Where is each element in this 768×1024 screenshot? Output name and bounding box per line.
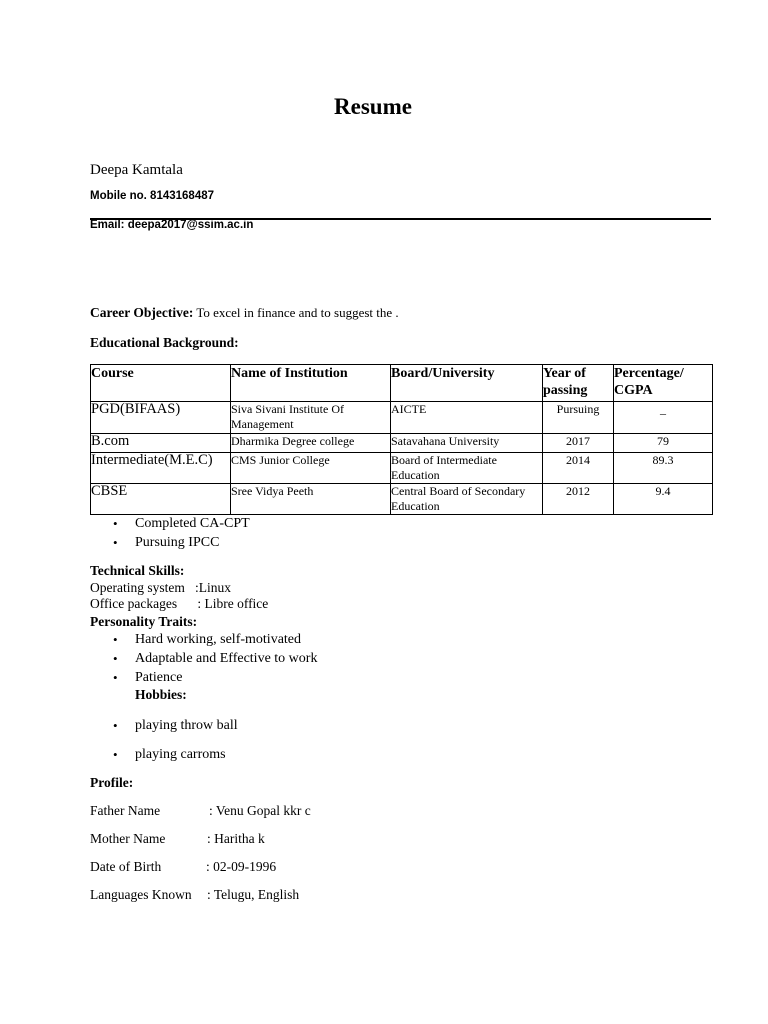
cell-score: _ <box>614 402 713 434</box>
hobbies-list <box>90 716 238 774</box>
cell-year: 2012 <box>543 484 614 515</box>
cell-institution: Dharmika Degree college <box>231 434 391 453</box>
mobile-number: Mobile no. 8143168487 <box>90 190 215 202</box>
header-course: Course <box>91 365 231 402</box>
profile-value: : 02-09-1996 <box>206 859 277 874</box>
hobbies-heading: Hobbies: <box>135 687 187 702</box>
cell-institution: Siva Sivani Institute Of Management <box>231 402 391 434</box>
cell-score: 79 <box>614 434 713 453</box>
table-row <box>91 484 713 515</box>
cell-course: B.com <box>91 434 231 453</box>
profile-value: : Venu Gopal kkr c <box>209 803 311 818</box>
education-header-row <box>91 365 713 402</box>
profile-value: : Telugu, English <box>207 887 300 902</box>
table-row <box>91 453 713 484</box>
header-institution: Name of Institution <box>231 365 391 402</box>
cell-board: AICTE <box>391 402 543 434</box>
candidate-name: Deepa Kamtala <box>90 162 183 178</box>
profile-value: : Haritha k <box>207 831 265 846</box>
header-score: Percentage/ CGPA <box>614 365 713 402</box>
list-item: • Pursuing IPCC <box>90 533 250 552</box>
header-board: Board/University <box>391 365 543 402</box>
cell-score: 9.4 <box>614 484 713 515</box>
profile-key: Mother Name <box>90 831 166 846</box>
operating-system-line: Operating system :Linux <box>90 580 231 595</box>
email-address: Email: deepa2017@ssim.ac.in <box>90 219 254 231</box>
cell-board: Board of Intermediate Education <box>391 453 543 484</box>
list-item: • Completed CA-CPT <box>90 514 250 533</box>
education-table <box>90 364 713 515</box>
career-objective-label: Career Objective: <box>90 305 194 320</box>
header-year: Year of passing <box>543 365 614 402</box>
achievements-list <box>90 514 250 552</box>
cell-institution: CMS Junior College <box>231 453 391 484</box>
resume-title: Resume <box>334 94 412 119</box>
career-objective <box>90 305 399 321</box>
cell-course: CBSE <box>91 484 231 515</box>
list-item: • Adaptable and Effective to work <box>90 649 317 668</box>
profile-key: Father Name <box>90 803 161 818</box>
cell-board: Satavahana University <box>391 434 543 453</box>
list-item: • playing carroms <box>90 745 238 764</box>
cell-year: Pursuing <box>543 402 614 434</box>
cell-board: Central Board of Secondary Education <box>391 484 543 515</box>
list-item: • playing throw ball <box>90 716 238 735</box>
profile-key: Date of Birth <box>90 859 162 874</box>
list-item: • Patience <box>90 668 317 687</box>
profile-heading: Profile: <box>90 775 134 790</box>
office-packages-line: Office packages : Libre office <box>90 596 269 611</box>
cell-year: 2014 <box>543 453 614 484</box>
technical-skills-heading: Technical Skills: <box>90 563 185 578</box>
cell-score: 89.3 <box>614 453 713 484</box>
table-row <box>91 434 713 453</box>
cell-course: Intermediate(M.E.C) <box>91 453 231 484</box>
personality-heading: Personality Traits: <box>90 614 198 629</box>
career-objective-text: To excel in finance and to suggest the . <box>193 305 399 320</box>
profile-key: Languages Known <box>90 887 192 902</box>
education-heading: Educational Background: <box>90 335 239 350</box>
list-item: • Hard working, self-motivated <box>90 630 317 649</box>
table-row <box>91 402 713 434</box>
cell-course: PGD(BIFAAS) <box>91 402 231 434</box>
personality-list <box>90 630 317 687</box>
cell-year: 2017 <box>543 434 614 453</box>
cell-institution: Sree Vidya Peeth <box>231 484 391 515</box>
